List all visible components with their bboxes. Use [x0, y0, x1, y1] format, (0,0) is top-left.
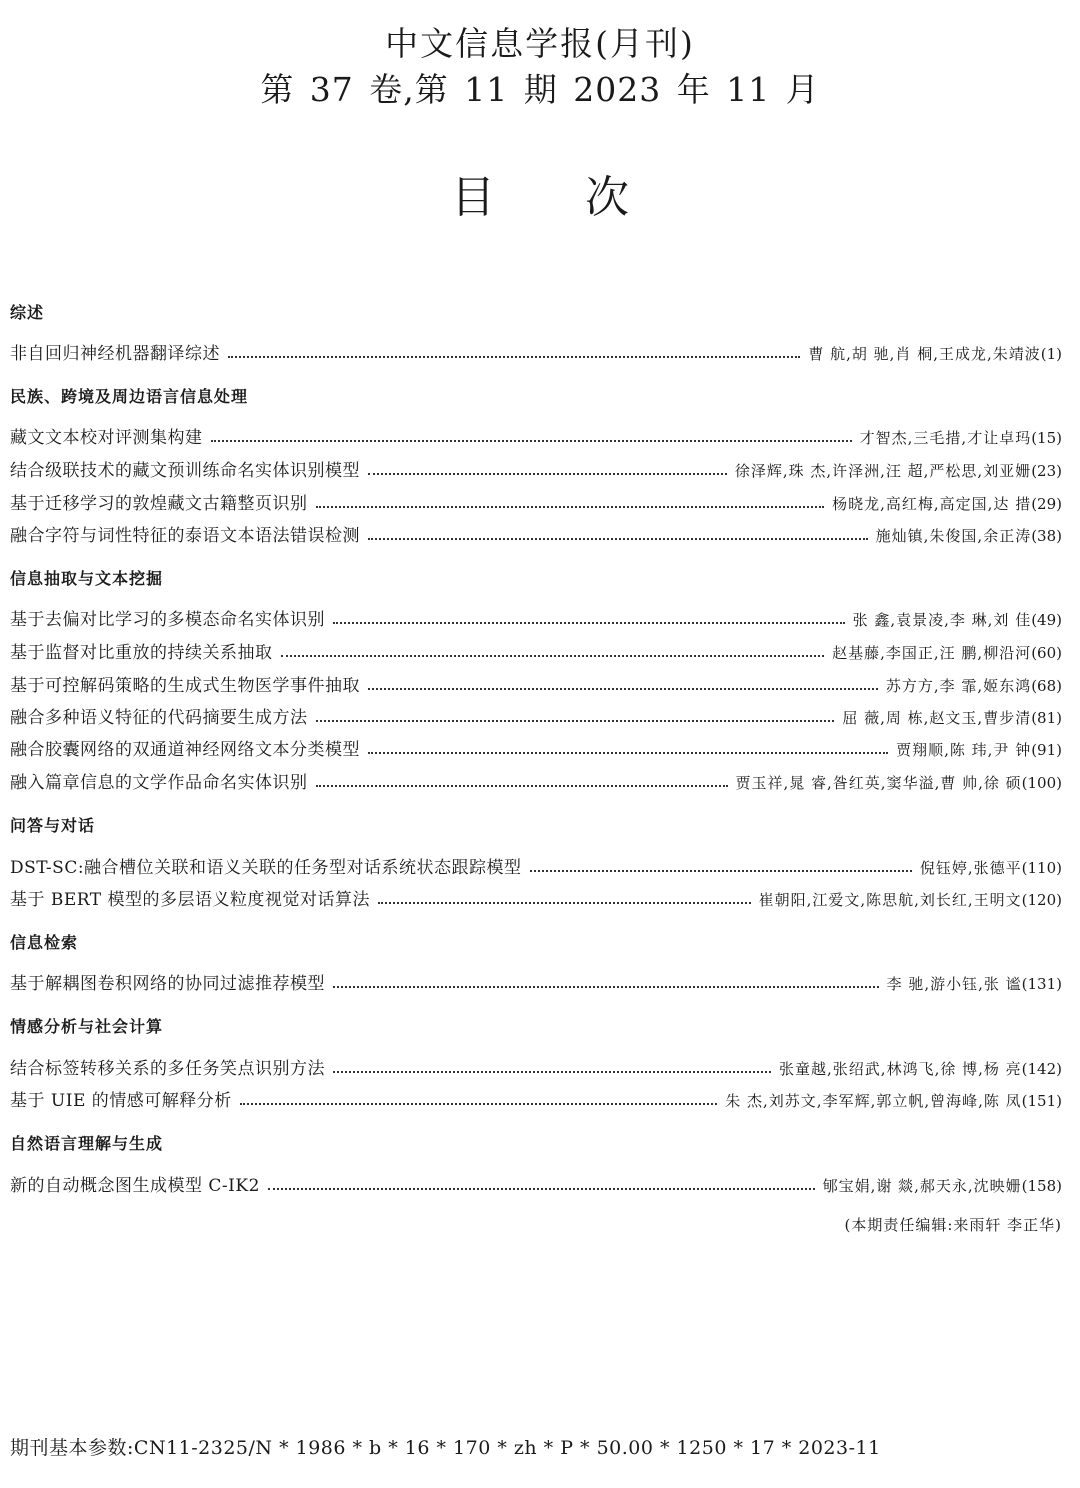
entry-authors: 贾玉祥,晁 睿,昝红英,窦华溢,曹 帅,徐 硕: [735, 774, 1022, 792]
entry-page: (91): [1031, 741, 1062, 759]
toc-entry[interactable]: [10, 1088, 1062, 1114]
journal-parameters: 期刊基本参数:CN11-2325/N * 1986 * b * 16 * 170 * zh * P * 50.00 * 1250 * 17 * 2023-11: [10, 1437, 881, 1459]
entry-page: (81): [1031, 709, 1062, 727]
toc-entry[interactable]: [10, 1173, 1062, 1199]
toc-entry[interactable]: [10, 458, 1062, 484]
entry-page: (1): [1040, 345, 1062, 363]
entry-title: 新的自动概念图生成模型 C-IK2: [10, 1176, 260, 1196]
entry-page: (38): [1031, 527, 1062, 545]
toc-heading: [0, 170, 1080, 226]
entry-authors: 施灿镇,朱俊国,余正涛: [875, 527, 1032, 545]
entry-authors: 贾翔顺,陈 玮,尹 钟: [896, 741, 1032, 759]
entry-page: (29): [1031, 495, 1062, 513]
toc-entry[interactable]: [10, 640, 1062, 666]
entry-authors: 才智杰,三毛措,才让卓玛: [859, 429, 1032, 447]
entry-authors: 崔朝阳,江爱文,陈思航,刘长红,王明文: [758, 891, 1022, 909]
section-heading-ethnic-languages: 民族、跨境及周边语言信息处理: [10, 387, 249, 406]
dot-leader: [316, 785, 728, 787]
toc-entry[interactable]: [10, 855, 1062, 881]
issue-line: 第 37 卷,第 11 期 2023 年 11 月: [260, 70, 820, 109]
entry-title: 基于去偏对比学习的多模态命名实体识别: [10, 610, 325, 630]
entry-authors: 倪钰婷,张德平: [919, 859, 1022, 877]
toc-entry[interactable]: [10, 737, 1062, 763]
section-heading-information-extraction: 信息抽取与文本挖掘: [10, 569, 164, 588]
dot-leader: [368, 473, 727, 475]
toc-entry[interactable]: [10, 341, 1062, 367]
toc-entry[interactable]: [10, 887, 1062, 913]
entry-title: 融合字符与词性特征的泰语文本语法错误检测: [10, 526, 360, 546]
entry-page: (49): [1031, 611, 1062, 629]
dot-leader: [268, 1188, 815, 1190]
entry-authors: 李 驰,游小钰,张 谧: [886, 975, 1022, 993]
toc-entry[interactable]: [10, 425, 1062, 451]
toc-entry[interactable]: [10, 1056, 1062, 1082]
entry-title: 融入篇章信息的文学作品命名实体识别: [10, 773, 308, 793]
section-heading-information-retrieval: 信息检索: [10, 933, 79, 952]
journal-title: 中文信息学报(月刊): [385, 24, 695, 63]
entry-authors: 杨晓龙,高红梅,高定国,达 措: [832, 495, 1032, 513]
entry-title: 融合胶囊网络的双通道神经网络文本分类模型: [10, 740, 360, 760]
toc-entry[interactable]: [10, 673, 1062, 699]
dot-leader: [368, 538, 868, 540]
dot-leader: [368, 752, 888, 754]
entry-page: (23): [1031, 462, 1062, 480]
entry-authors: 郇宝娟,谢 燚,郝天永,沈映姗: [822, 1177, 1022, 1195]
dot-leader: [281, 655, 825, 657]
entry-authors: 朱 杰,刘苏文,李军辉,郭立帆,曾海峰,陈 凤: [725, 1092, 1022, 1110]
entry-title: 融合多种语义特征的代码摘要生成方法: [10, 708, 308, 728]
entry-title: DST-SC:融合槽位关联和语义关联的任务型对话系统状态跟踪模型: [10, 858, 522, 878]
section-heading-sentiment-analysis: 情感分析与社会计算: [10, 1017, 164, 1036]
dot-leader: [530, 870, 912, 872]
dot-leader: [368, 688, 878, 690]
entry-authors: 苏方方,李 霏,姬东鸿: [885, 677, 1032, 695]
entry-authors: 屈 薇,周 栋,赵文玉,曹步清: [842, 709, 1032, 727]
toc-entry[interactable]: [10, 705, 1062, 731]
entry-page: (60): [1031, 644, 1062, 662]
toc-entry[interactable]: [10, 971, 1062, 997]
entry-title: 藏文文本校对评测集构建: [10, 428, 203, 448]
entry-title: 基于解耦图卷积网络的协同过滤推荐模型: [10, 974, 325, 994]
entry-authors: 张 鑫,袁景凌,李 琳,刘 佳: [852, 611, 1032, 629]
entry-title: 基于可控解码策略的生成式生物医学事件抽取: [10, 676, 360, 696]
entry-page: (15): [1031, 429, 1062, 447]
entry-page: (110): [1021, 859, 1062, 877]
section-heading-qa-dialogue: 问答与对话: [10, 816, 96, 835]
entry-page: (68): [1031, 677, 1062, 695]
entry-page: (151): [1021, 1092, 1062, 1110]
toc-entry[interactable]: [10, 770, 1062, 796]
entry-title: 基于 UIE 的情感可解释分析: [10, 1091, 232, 1111]
toc-entry[interactable]: [10, 491, 1062, 517]
section-heading-nlu-generation: 自然语言理解与生成: [10, 1134, 164, 1153]
toc-entry[interactable]: [10, 523, 1062, 549]
dot-leader: [316, 506, 825, 508]
section-heading-review: 综述: [10, 303, 45, 322]
entry-page: (158): [1021, 1177, 1062, 1195]
dot-leader: [333, 986, 879, 988]
entry-authors: 赵基藤,李国正,汪 鹏,柳沿河: [832, 644, 1032, 662]
dot-leader: [333, 622, 845, 624]
toc-entry[interactable]: [10, 607, 1062, 633]
entry-title: 基于迁移学习的敦煌藏文古籍整页识别: [10, 494, 308, 514]
entry-page: (120): [1021, 891, 1062, 909]
entry-title: 结合标签转移关系的多任务笑点识别方法: [10, 1059, 325, 1079]
editor-note: (本期责任编辑:来雨轩 李正华): [844, 1216, 1062, 1234]
dot-leader: [378, 902, 751, 904]
entry-title: 非自回归神经机器翻译综述: [10, 344, 220, 364]
dot-leader: [240, 1103, 718, 1105]
dot-leader: [316, 720, 835, 722]
entry-title: 基于 BERT 模型的多层语义粒度视觉对话算法: [10, 890, 371, 910]
entry-title: 基于监督对比重放的持续关系抽取: [10, 643, 273, 663]
toc-heading-char: 次: [585, 172, 629, 223]
entry-authors: 徐泽辉,珠 杰,许泽洲,汪 超,严松思,刘亚姗: [734, 462, 1032, 480]
entry-title: 结合级联技术的藏文预训练命名实体识别模型: [10, 461, 360, 481]
entry-authors: 张童越,张绍武,林鸿飞,徐 博,杨 亮: [779, 1060, 1022, 1078]
toc-heading-char: 目: [451, 172, 495, 223]
entry-page: (131): [1021, 975, 1062, 993]
dot-leader: [333, 1071, 771, 1073]
entry-page: (142): [1021, 1060, 1062, 1078]
dot-leader: [211, 440, 852, 442]
entry-page: (100): [1021, 774, 1062, 792]
entry-authors: 曹 航,胡 驰,肖 桐,王成龙,朱靖波: [808, 345, 1041, 363]
dot-leader: [228, 356, 800, 358]
